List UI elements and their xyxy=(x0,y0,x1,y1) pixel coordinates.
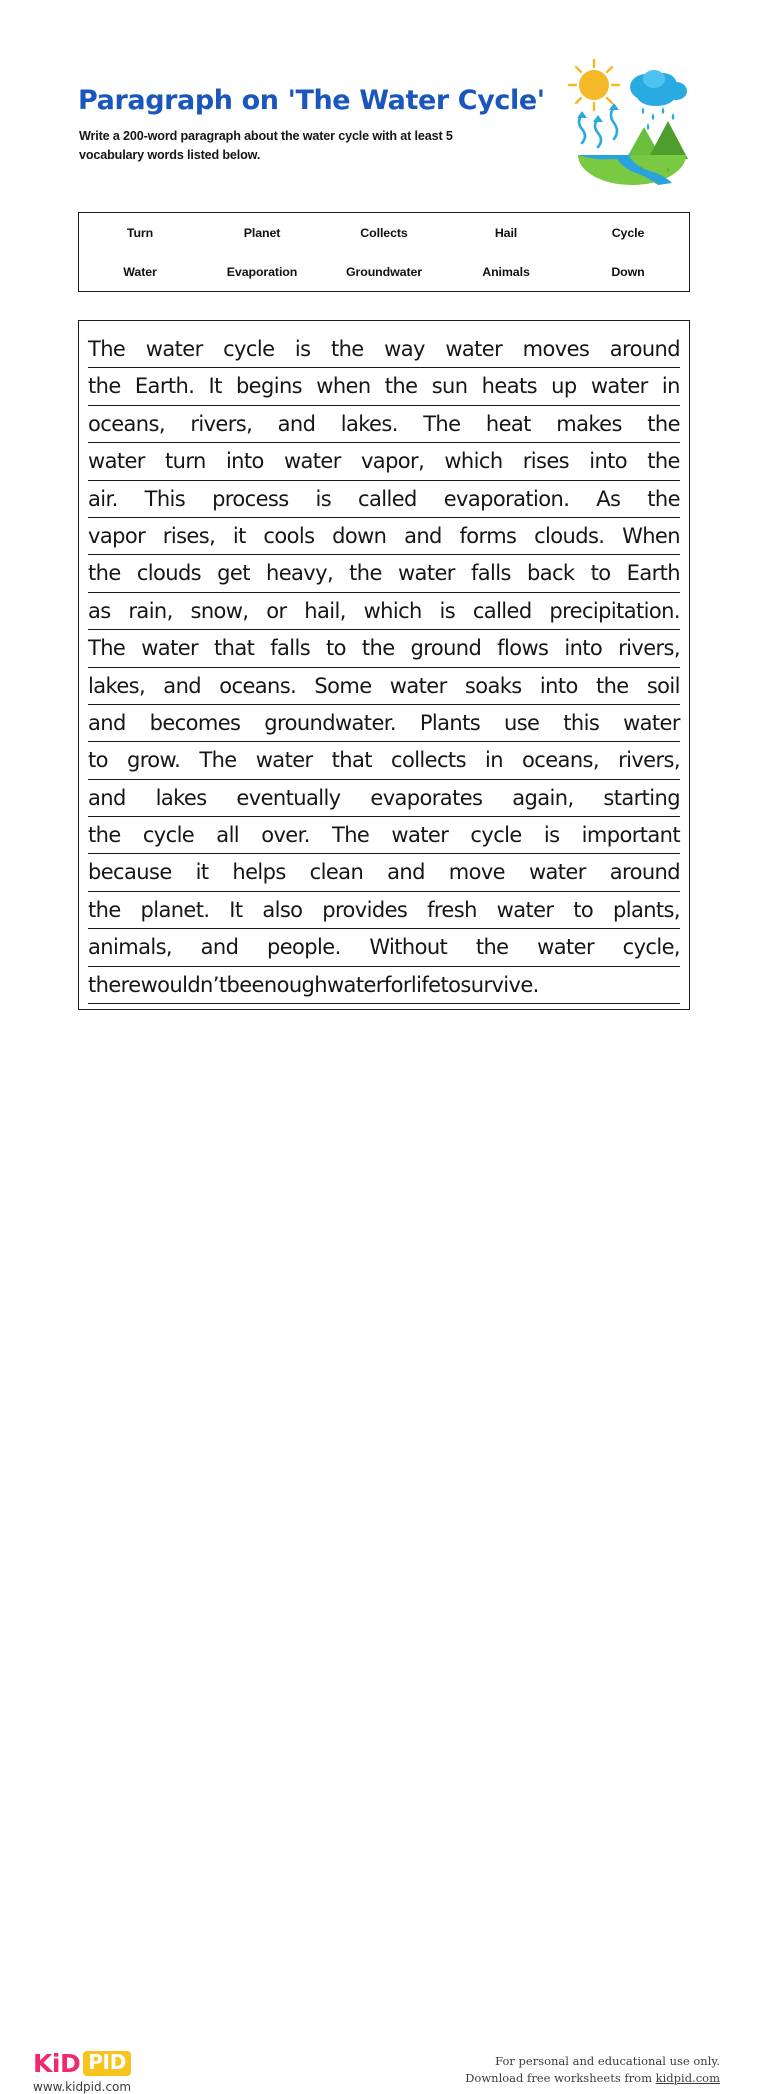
paragraph-word: there xyxy=(88,972,141,997)
paragraph-word: The xyxy=(88,636,126,661)
paragraph-word: to xyxy=(590,561,611,586)
paragraph-word: falls xyxy=(470,561,511,586)
paragraph-word: rises, xyxy=(162,523,216,548)
footer-note-line2 xyxy=(465,2070,720,2087)
paragraph-word: Some xyxy=(314,673,372,698)
paragraph-line xyxy=(88,668,680,705)
paragraph-word: flows xyxy=(497,636,549,661)
logo-url-text: www.kidpid.com xyxy=(33,2080,132,2094)
globe-icon xyxy=(578,155,686,185)
paragraph-word: soaks xyxy=(464,673,522,698)
paragraph-word: rivers, xyxy=(618,636,680,661)
paragraph-word: the xyxy=(647,449,680,474)
paragraph-word: oceans. xyxy=(219,673,297,698)
paragraph-word: which xyxy=(363,598,422,623)
paragraph-word: ground xyxy=(410,636,482,661)
paragraph-line xyxy=(88,705,680,742)
paragraph-word: is xyxy=(315,486,332,511)
paragraph-word: process xyxy=(212,486,289,511)
paragraph-word: this xyxy=(563,710,600,735)
vocab-word: Down xyxy=(611,264,645,279)
paragraph-word: plants, xyxy=(612,897,680,922)
paragraph-word: As xyxy=(596,486,621,511)
paragraph-word: clean xyxy=(309,860,364,885)
paragraph-word: around xyxy=(609,337,680,361)
paragraph-word: again, xyxy=(512,785,574,810)
paragraph-word: The xyxy=(423,411,461,436)
paragraph-word: in xyxy=(661,374,680,399)
paragraph-lines xyxy=(88,331,680,1004)
paragraph-word: and xyxy=(163,673,202,698)
vocab-word: Evaporation xyxy=(226,264,298,279)
vocab-word: Planet xyxy=(243,225,281,240)
paragraph-line xyxy=(88,555,680,592)
paragraph-word: helps xyxy=(232,860,286,885)
paragraph-word: heavy, xyxy=(266,561,334,586)
paragraph-word: into xyxy=(539,673,578,698)
footer-note-prefix: Download free worksheets from xyxy=(465,2071,656,2085)
paragraph-word: Plants xyxy=(419,710,481,735)
paragraph-word: water xyxy=(528,860,586,885)
kidpid-link[interactable]: kidpid.com xyxy=(655,2071,720,2085)
paragraph-word: survive. xyxy=(460,972,539,997)
paragraph-word: for xyxy=(383,972,411,997)
paragraph-word: be xyxy=(226,972,252,997)
paragraph-word: water xyxy=(397,561,455,586)
paragraph-word: air. xyxy=(88,486,118,511)
paragraph-word: the xyxy=(88,897,121,922)
cloud-icon xyxy=(630,70,687,106)
paragraph-word: over. xyxy=(261,823,310,848)
paragraph-word: rain, xyxy=(128,598,173,623)
paragraph-line xyxy=(88,780,680,817)
paragraph-word: all xyxy=(216,823,240,848)
paragraph-word: sun xyxy=(431,374,468,399)
paragraph-word: back xyxy=(526,561,575,586)
paragraph-word: lakes. xyxy=(340,411,398,436)
paragraph-word: water xyxy=(496,897,554,922)
paragraph-word: and xyxy=(88,785,126,810)
vocabulary-box xyxy=(78,212,690,292)
paragraph-word: falls xyxy=(270,636,311,661)
sun-icon xyxy=(579,70,609,100)
vocab-word: Collects xyxy=(360,225,408,240)
paragraph-word: animals, xyxy=(88,935,172,960)
paragraph-word: cools xyxy=(263,523,315,548)
instructions-text: Write a 200-word paragraph about the water cycle with at least 5 vocabulary words listed below. xyxy=(79,129,453,162)
paragraph-word: because xyxy=(88,860,172,885)
paragraph-word: lakes, xyxy=(88,673,146,698)
paragraph-word: people. xyxy=(267,935,341,960)
paragraph-word: get xyxy=(217,561,250,586)
paragraph-word: eventually xyxy=(236,785,341,810)
paragraph-word: water xyxy=(537,935,594,960)
paragraph-word: begins xyxy=(235,374,303,399)
page-title: Paragraph on 'The Water Cycle' xyxy=(78,85,545,116)
paragraph-word: collects xyxy=(391,748,466,773)
paragraph-line xyxy=(88,406,680,443)
logo-pid-text: PID xyxy=(88,2050,127,2074)
paragraph-word: clouds xyxy=(136,561,202,586)
paragraph-word: Earth xyxy=(626,561,680,586)
paragraph-word: fresh xyxy=(427,897,477,922)
paragraph-word: the xyxy=(349,561,382,586)
paragraph-word: into xyxy=(225,449,264,474)
paragraph-word: the xyxy=(647,411,680,436)
paragraph-word: and xyxy=(200,935,239,960)
paragraph-word: also xyxy=(262,897,303,922)
paragraph-word: soil xyxy=(646,673,680,698)
paragraph-word: enough xyxy=(251,972,327,997)
paragraph-word: that xyxy=(331,748,372,773)
paragraph-word: the xyxy=(88,823,121,848)
paragraph-word: lakes xyxy=(155,785,207,810)
paragraph-word: to xyxy=(88,748,108,773)
paragraph-word: water xyxy=(590,374,648,399)
paragraph-word: and xyxy=(404,523,442,548)
paragraph-word: the xyxy=(88,374,121,399)
paragraph-word: The xyxy=(88,337,126,361)
paragraph-line xyxy=(88,967,680,1004)
kidpid-logo xyxy=(33,2050,131,2094)
paragraph-word: and xyxy=(88,710,126,735)
paragraph-line xyxy=(88,443,680,480)
paragraph-word: water xyxy=(141,636,199,661)
footer-note xyxy=(465,2053,720,2087)
paragraph-line xyxy=(88,481,680,518)
paragraph-word: the xyxy=(647,486,680,511)
paragraph-word: It xyxy=(229,897,243,922)
paragraph-word: the xyxy=(475,935,509,960)
paragraph-word: water xyxy=(391,823,449,848)
logo-kid-text: KiD xyxy=(33,2049,81,2078)
vocab-word: Hail xyxy=(494,225,518,240)
paragraph-word: is xyxy=(543,823,560,848)
paragraph-word: vapor xyxy=(88,523,146,548)
paragraph-word: snow, xyxy=(190,598,249,623)
paragraph-word: rivers, xyxy=(618,748,680,773)
paragraph-word: and xyxy=(387,860,425,885)
paragraph-word: water xyxy=(283,449,341,474)
evaporation-arrows-icon xyxy=(579,107,617,147)
paragraph-word: to xyxy=(440,972,461,997)
paragraph-line xyxy=(88,630,680,667)
paragraph-word: vapor, xyxy=(360,449,425,474)
paragraph-line xyxy=(88,518,680,555)
paragraph-word: in xyxy=(485,748,503,773)
paragraph-word: water xyxy=(623,710,680,735)
worksheet-header xyxy=(78,55,690,195)
paragraph-word: the xyxy=(361,636,395,661)
paragraph-line xyxy=(88,854,680,891)
paragraph-word: that xyxy=(214,636,255,661)
vocab-word: Animals xyxy=(482,264,530,279)
paragraph-word: wouldn’t xyxy=(140,972,227,997)
paragraph-word: is xyxy=(439,598,456,623)
paragraph-word: is xyxy=(294,337,311,361)
paragraph-word: provides xyxy=(322,897,408,922)
paragraph-word: Without xyxy=(369,935,448,960)
paragraph-word: oceans, xyxy=(88,411,165,436)
paragraph-word: into xyxy=(589,449,628,474)
paragraph-answer-box[interactable] xyxy=(78,320,690,1010)
vocabulary-grid xyxy=(79,213,689,291)
paragraph-word: to xyxy=(326,636,346,661)
footer-note-line1: For personal and educational use only. xyxy=(495,2054,720,2068)
paragraph-word: and xyxy=(277,411,316,436)
paragraph-word: cycle, xyxy=(622,935,680,960)
paragraph-word: groundwater. xyxy=(264,710,396,735)
paragraph-word: cycle xyxy=(470,823,522,848)
paragraph-word: becomes xyxy=(149,710,241,735)
paragraph-word: hail, xyxy=(304,598,346,623)
paragraph-word: moves xyxy=(522,337,590,361)
paragraph-word: as xyxy=(88,598,111,623)
vocab-word: Cycle xyxy=(611,225,645,240)
paragraph-word: it xyxy=(232,523,246,548)
paragraph-line xyxy=(88,331,680,368)
paragraph-word: oceans, xyxy=(522,748,599,773)
paragraph-word: precipitation. xyxy=(549,598,680,623)
logo-pid-badge xyxy=(83,2051,131,2076)
mountains-icon xyxy=(626,121,688,159)
paragraph-word: up xyxy=(551,374,577,399)
paragraph-word: called xyxy=(358,486,417,511)
paragraph-word: around xyxy=(609,860,680,885)
paragraph-word: rises xyxy=(522,449,570,474)
worksheet-footer xyxy=(0,1020,768,2094)
paragraph-line xyxy=(88,593,680,630)
paragraph-word: starting xyxy=(603,785,680,810)
paragraph-word: heat xyxy=(485,411,531,436)
paragraph-word: water xyxy=(389,673,447,698)
paragraph-word: water xyxy=(255,748,313,773)
paragraph-word: clouds. xyxy=(534,523,605,548)
paragraph-word: evaporation. xyxy=(443,486,570,511)
paragraph-word: This xyxy=(144,486,186,511)
paragraph-word: The xyxy=(199,748,237,773)
paragraph-word: way xyxy=(384,337,425,361)
paragraph-word: grow. xyxy=(126,748,181,773)
paragraph-line xyxy=(88,742,680,779)
paragraph-word: planet. xyxy=(140,897,210,922)
paragraph-word: move xyxy=(448,860,506,885)
paragraph-line xyxy=(88,368,680,405)
paragraph-word: when xyxy=(316,374,371,399)
paragraph-word: water xyxy=(145,337,203,361)
paragraph-line xyxy=(88,929,680,966)
paragraph-line xyxy=(88,892,680,929)
paragraph-word: use xyxy=(504,710,540,735)
paragraph-word: which xyxy=(444,449,503,474)
paragraph-word: or xyxy=(266,598,287,623)
paragraph-word: the xyxy=(595,673,629,698)
paragraph-word: called xyxy=(472,598,532,623)
paragraph-word: It xyxy=(208,374,222,399)
paragraph-word: cycle xyxy=(223,337,275,361)
paragraph-word: makes xyxy=(556,411,622,436)
paragraph-word: The xyxy=(331,823,370,848)
paragraph-word: heats xyxy=(481,374,537,399)
vocab-word: Turn xyxy=(126,225,154,240)
paragraph-word: forms xyxy=(459,523,517,548)
paragraph-word: water xyxy=(88,449,145,474)
paragraph-word: the xyxy=(384,374,418,399)
paragraph-word: down xyxy=(332,523,387,548)
paragraph-word: the xyxy=(88,561,121,586)
paragraph-word: Earth. xyxy=(134,374,195,399)
paragraph-word: to xyxy=(573,897,594,922)
vocab-word: Groundwater xyxy=(345,264,422,279)
paragraph-word: water xyxy=(326,972,384,997)
paragraph-line xyxy=(88,817,680,854)
paragraph-word: important xyxy=(581,823,680,848)
paragraph-word: rivers, xyxy=(190,411,253,436)
paragraph-word: it xyxy=(195,860,209,885)
paragraph-word: the xyxy=(330,337,364,361)
paragraph-word: turn xyxy=(165,449,206,474)
vocab-word: Water xyxy=(123,264,157,279)
paragraph-word: life xyxy=(410,972,441,997)
paragraph-word: into xyxy=(564,636,603,661)
water-cycle-illustration xyxy=(564,55,692,185)
paragraph-word: evaporates xyxy=(370,785,483,810)
paragraph-word: When xyxy=(622,523,680,548)
paragraph-word: cycle xyxy=(142,823,195,848)
paragraph-word: water xyxy=(445,337,503,361)
